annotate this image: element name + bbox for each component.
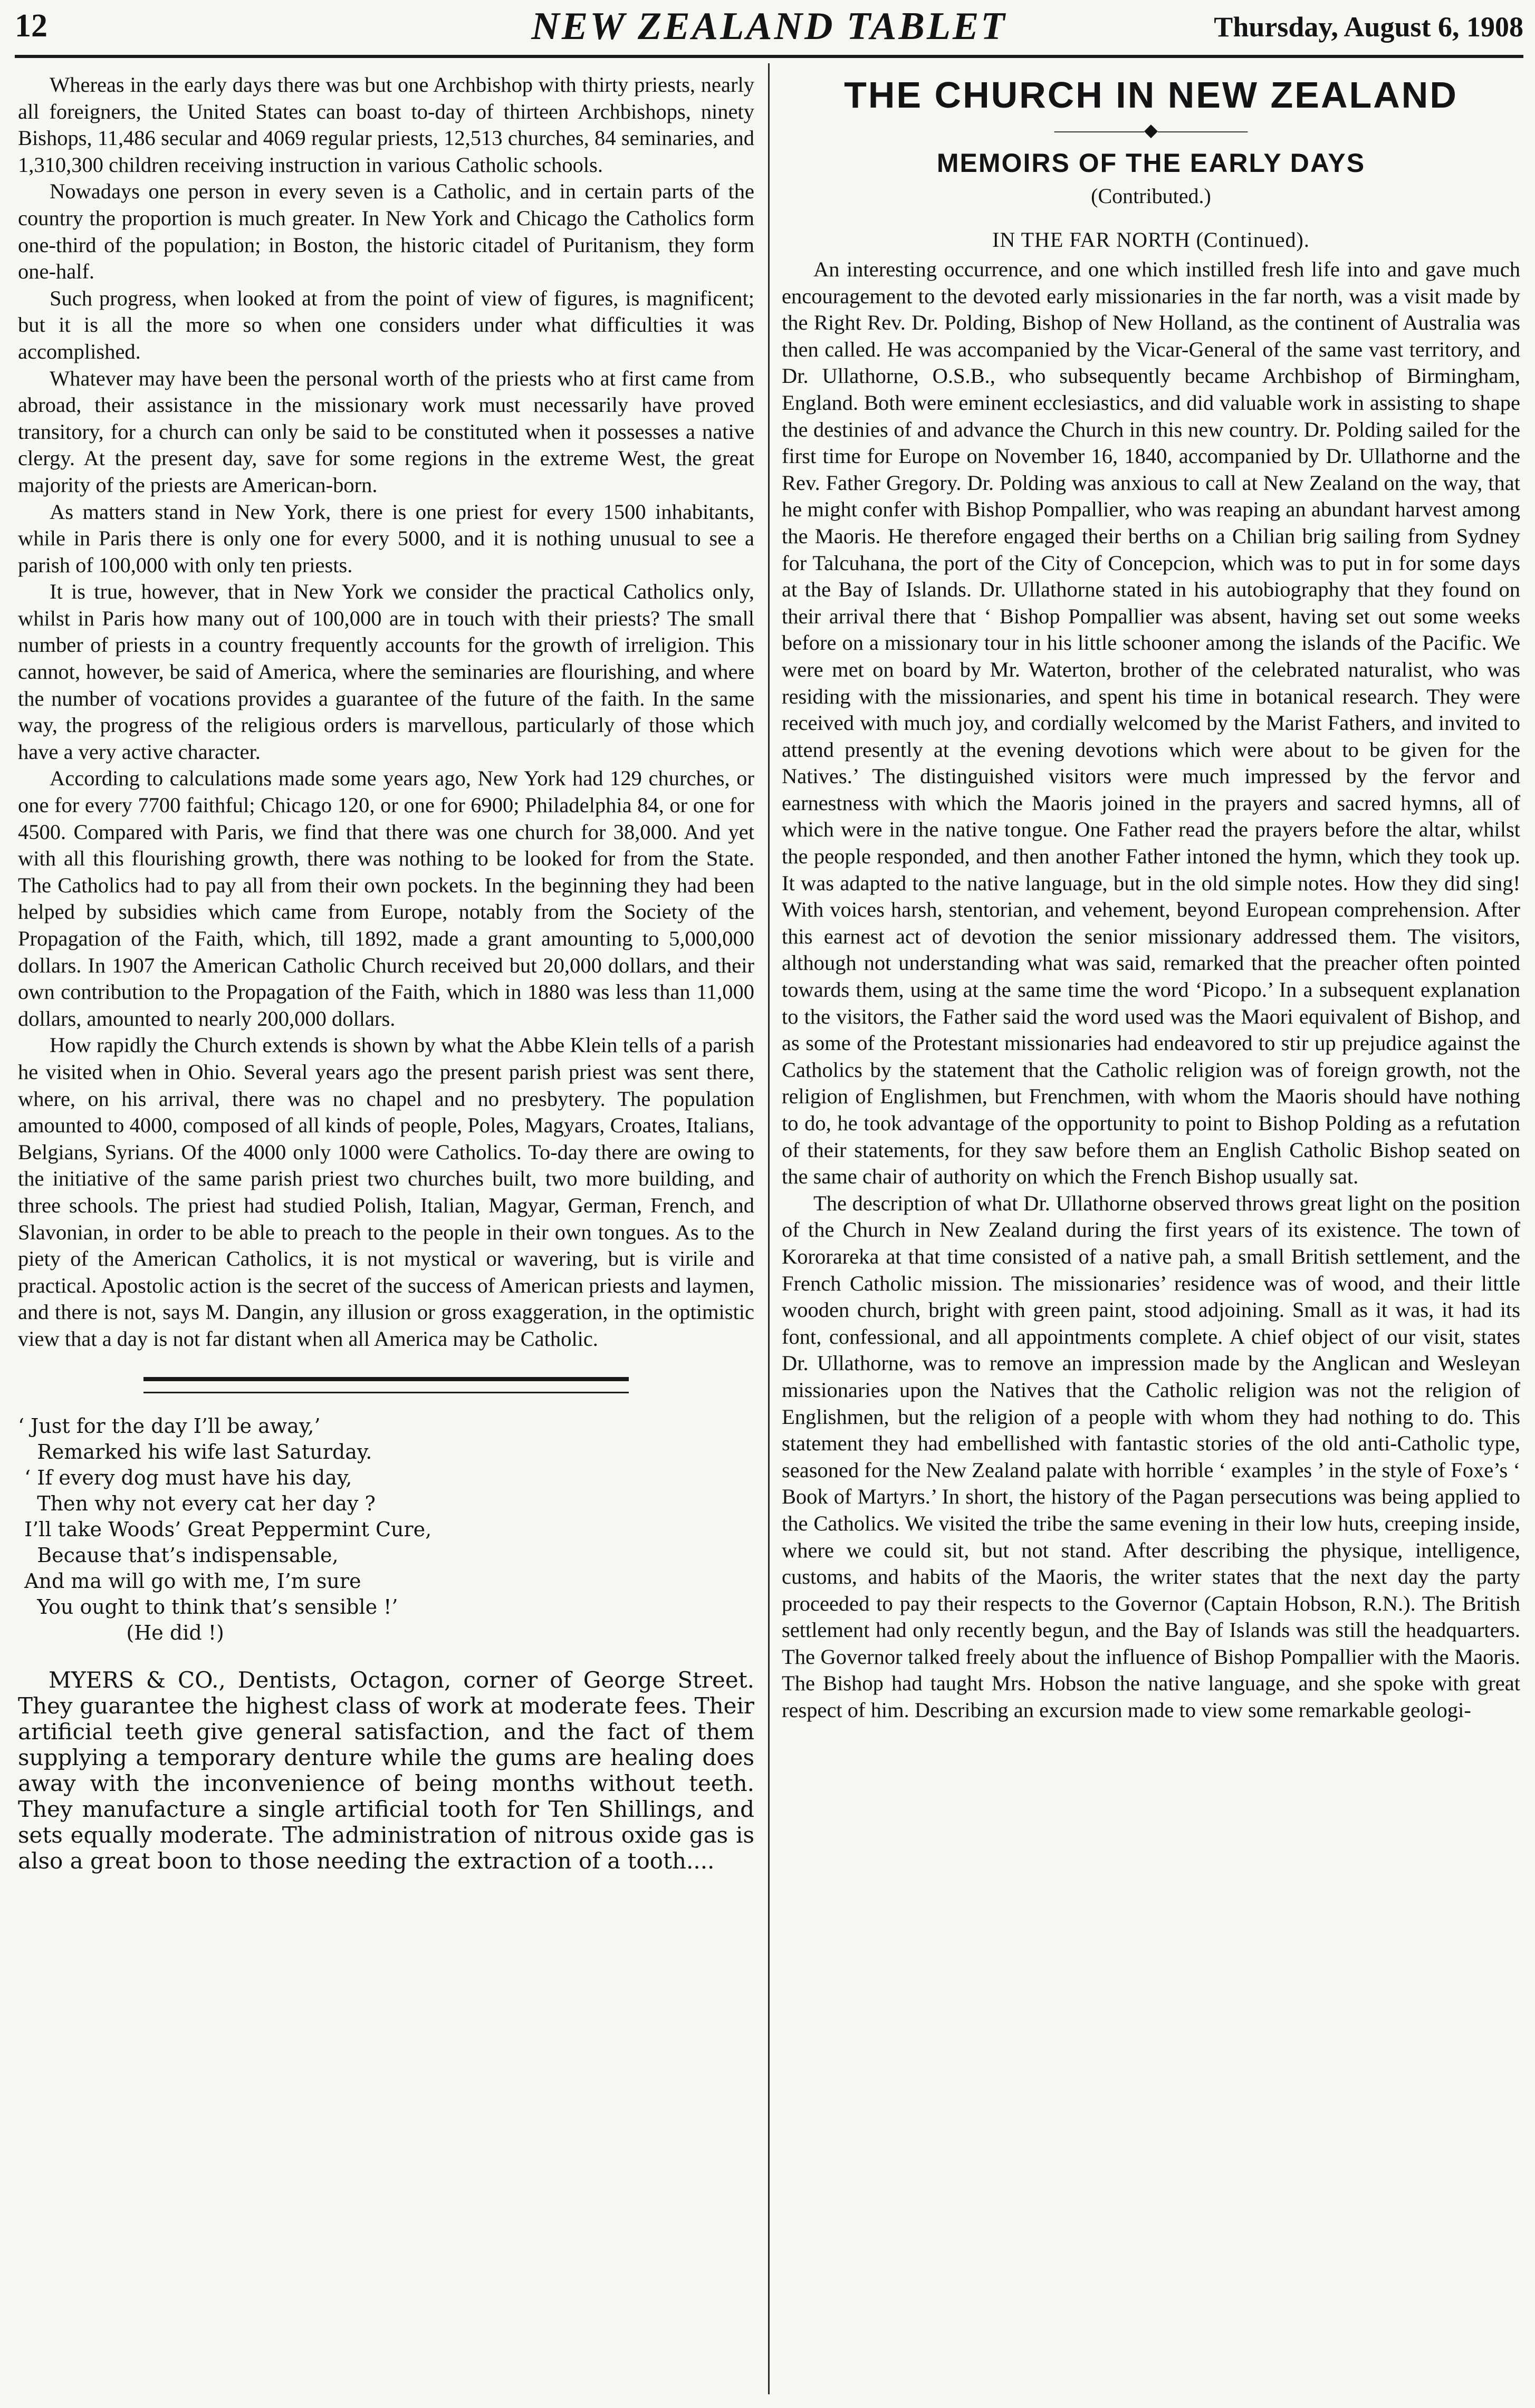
article-paragraph: It is true, however, that in New York we consider the practical Catholics only, whilst in Paris how many out of 100,000 are in touch with their priests? The small number of priests in a country frequently accounts for the growth of irreligion. This cannot, however, be said of America, where the seminaries are flourishing, and where the number of vocations provides a guarantee of the future of the faith. In the same way, the progress of the religious orders is marvellous, particularly of those which have a very active character. bbox=[18, 580, 754, 764]
poem-line: Because that’s indispensable, bbox=[18, 1543, 339, 1567]
article-paragraph: Such progress, when looked at from the point of view of figures, is magnificent; but it is all the more so when one considers under what difficulties it was accomplished. bbox=[18, 286, 754, 363]
masthead-rule bbox=[15, 55, 1523, 58]
poem-line: ‘ If every dog must have his day, bbox=[18, 1466, 352, 1489]
article-paragraph: The description of what Dr. Ullathorne observed throws great light on the position of the Church in New Zealand during the first years of its existence. The town of Kororareka at that time consisted of a native pah, a small British settlement, and the French Catholic mission. The missionaries’ residence was of wood, and their little wooden church, bright with green paint, stood adjoining. Small as it was, it had its font, confessional, and all appointments complete. A chief object of our visit, states Dr. Ullathorne, was to remove an impression made by the Anglican and Wesleyan missionaries upon the Natives that the Catholic religion was not the religion of Englishmen, but the religion of a people with whom they had nothing to do. This statement they had embellished with fantastic stories of the old anti-Catholic type, seasoned for the New Zealand palate with horrible ‘ examples ’ in the style of Foxe’s ‘ Book of Martyrs.’ In short, the history of the Pagan persecutions was being applied to the Catholics. We visited the tribe the same evening in their low huts, creeping inside, where we could sit, but not stand. After describing the physique, intelligence, customs, and habits of the Maoris, the writer states that the next day the party proceeded to pay their respects to the Governor (Captain Hobson, R.N.). The British settlement had only recently begun, and the Bay of Islands was still the headquarters. The Governor talked freely about the influence of Bishop Pompallier with the Maoris. The Bishop had taught Mrs. Hobson the native language, and she spoke with great respect of him. Describing an excursion made to view some remarkable geologi- bbox=[782, 1191, 1520, 1722]
masthead bbox=[15, 4, 1523, 55]
article-paragraph: An interesting occurrence, and one which instilled fresh life into and gave much encouragement to the devoted early missionaries in the far north, was a visit made by the Right Rev. Dr. Polding, Bishop of New Holland, as the continent of Australia was then called. He was accompanied by the Vicar-General of the same vast territory, and Dr. Ullathorne, O.S.B., who subsequently became Archbishop of Birmingham, England. Both were eminent ecclesiastics, and did valuable work in assisting to shape the destinies of and advance the Church in this new country. Dr. Polding sailed for the first time for Europe on November 16, 1840, accompanied by Dr. Ullathorne and the Rev. Father Gregory. Dr. Polding was anxious to call at New Zealand on the way, that he might confer with Bishop Pompallier, who was reaping an abundant harvest among the Maoris. He therefore engaged their berths on a Chilian brig sailing from Sydney for Talcuhana, the port of the City of Concepcion, which was to put in for some days at the Bay of Islands. Dr. Ullathorne stated in his autobiography that they found on their arrival there that ‘ Bishop Pompallier was absent, having set out some weeks before on a missionary tour in his little schooner among the islands of the Pacific. We were met on board by Mr. Waterton, brother of the celebrated naturalist, who was residing with the missionaries, and spent his time in botanical research. They were received with much joy, and cordially welcomed by the Marist Fathers, and invited to attend presently at the evening devotions which were about to be given for the Natives.’ The distinguished visitors were much impressed by the fervor and earnestness with which the Maoris joined in the prayers and sacred hymns, all of which were in the native tongue. One Father read the prayers before the altar, whilst the people responded, and then another Father intoned the hymn, which they took up. It was adapted to the native language, but in the old simple notes. How they did sing! With voices harsh, stentorian, and vehement, beyond European comprehension. After this earnest act of devotion the senior missionary addressed them. The visitors, although not understanding what was said, remarked that the preacher often pointed towards them, using at the same time the word ‘Picopo.’ In a subsequent explanation to the visitors, the Father said the word used was the Maori equivalent of Bishop, and as some of the Protestant missionaries had endeavored to stir up prejudice against the Catholics by the statement that the Catholic religion was of foreign growth, not the religion of Englishmen, but Frenchmen, with whom the Maoris should have nothing to do, he took advantage of the opportunity to point to Bishop Polding as a refutation of their statements, for they saw before them an English Catholic Bishop seated on the same chair of authority on which the French Bishop usually sat. bbox=[782, 257, 1520, 1189]
poem-line: I’ll take Woods’ Great Peppermint Cure, bbox=[18, 1517, 432, 1541]
section-divider bbox=[143, 1377, 629, 1393]
article-paragraph: As matters stand in New York, there is one priest for every 1500 inhabitants, while in Paris there is only one for every 5000, and it is nothing unusual to see a parish of 100,000 with only ten priests. bbox=[18, 499, 754, 577]
diamond-ornament-icon: —————◆————— bbox=[1054, 121, 1248, 140]
issue-date: Thursday, August 6, 1908 bbox=[1214, 11, 1523, 43]
article-subtitle: MEMOIRS OF THE EARLY DAYS bbox=[936, 148, 1366, 178]
poem-line: You ought to think that’s sensible !’ bbox=[18, 1595, 398, 1619]
peppermint-cure-verse bbox=[18, 1413, 754, 1646]
article-paragraph: According to calculations made some years ago, New York had 129 churches, or one for every 7700 faithful; Chicago 120, or one for 6900; Philadelphia 84, or one for 4500. Compared with Paris, we find that there was one church for 38,000. And yet with all this flourishing growth, there was nothing to be looked for from the State. The Catholics had to pay all from their own pockets. In the beginning they had been helped by subsidies which came from Europe, notably from the Society of the Propagation of the Faith, which, till 1892, made a grant amounting to 5,000,000 dollars. In 1907 the American Catholic Church received but 20,000 dollars, and their own contribution to the Propagation of the Faith, which in 1880 was less than 11,000 dollars, amounted to nearly 200,000 dollars. bbox=[18, 766, 754, 1030]
column-divider bbox=[768, 63, 770, 2394]
poem-line: And ma will go with me, I’m sure bbox=[18, 1569, 361, 1593]
page-number: 12 bbox=[15, 8, 47, 44]
poem-line: (He did !) bbox=[18, 1621, 224, 1644]
article-paragraph: Nowadays one person in every seven is a Catholic, and in certain parts of the country the proportion is much greater. In New York and Chicago the Catholics form one-third of the population; in Boston, the historic citadel of Puritanism, they form one-half. bbox=[18, 179, 754, 284]
poem-line: Remarked his wife last Saturday. bbox=[18, 1440, 372, 1463]
dentist-advertisement: MYERS & CO., Dentists, Octagon, corner of George Street. They guarantee the highest class of work at moderate fees. Their artificial teeth give general satisfaction, and the fact of them supplying a temporary denture while the gums are healing does away with the inconvenience of being months without teeth. They manufacture a single artificial tooth for Ten Shillings, and sets equally moderate. The administration of nitrous oxide gas is also a great boon to those needing the extraction of a tooth.... bbox=[18, 1667, 754, 1874]
article-paragraph: Whereas in the early days there was but one Archbishop with thirty priests, nearly all foreigners, the United States can boast to-day of thirteen Archbishops, ninety Bishops, 11,486 secular and 4069 regular priests, 12,513 churches, 84 seminaries, and 1,310,300 children receiving instruction in various Catholic schools. bbox=[18, 73, 754, 177]
newspaper-title: NEW ZEALAND TABLET bbox=[531, 5, 1007, 48]
left-column bbox=[18, 72, 754, 1874]
byline: (Contributed.) bbox=[1091, 184, 1211, 208]
article-paragraph: How rapidly the Church extends is shown by what the Abbe Klein tells of a parish he visited when in Ohio. Several years ago the present parish priest was sent there, where, on his arrival, there was no chapel and no presbytery. The population amounted to 4000, composed of all kinds of people, Poles, Magyars, Croates, Italians, Belgians, Syrians. Of the 4000 only 1000 were Catholics. To-day there are owing to the initiative of the same parish priest two churches built, two more building, and three schools. The priest had studied Polish, Italian, Magyar, German, French, and Slavonian, in order to be able to preach to the people in their own tongues. As to the piety of the American Catholics, it is not mystical or wavering, but is virile and practical. Apostolic action is the secret of the success of American priests and laymen, and there is not, says M. Dangin, any illusion or gross exaggeration, in the optimistic view that a day is not far distant when all America may be Catholic. bbox=[18, 1033, 754, 1351]
right-column bbox=[782, 72, 1520, 1724]
section-title: THE CHURCH IN NEW ZEALAND bbox=[844, 74, 1458, 115]
poem-line: Then why not every cat her day ? bbox=[18, 1491, 376, 1515]
article-subhead: IN THE FAR NORTH (Continued). bbox=[992, 228, 1310, 252]
article-paragraph: Whatever may have been the personal worth of the priests who at first came from abroad, their assistance in the missionary work must necessarily have proved transitory, for a church can only be said to be constituted when it possesses a native clergy. At the present day, save for some regions in the extreme West, the great majority of the priests are American-born. bbox=[18, 366, 754, 497]
poem-line: ‘ Just for the day I’ll be away,’ bbox=[18, 1414, 321, 1438]
